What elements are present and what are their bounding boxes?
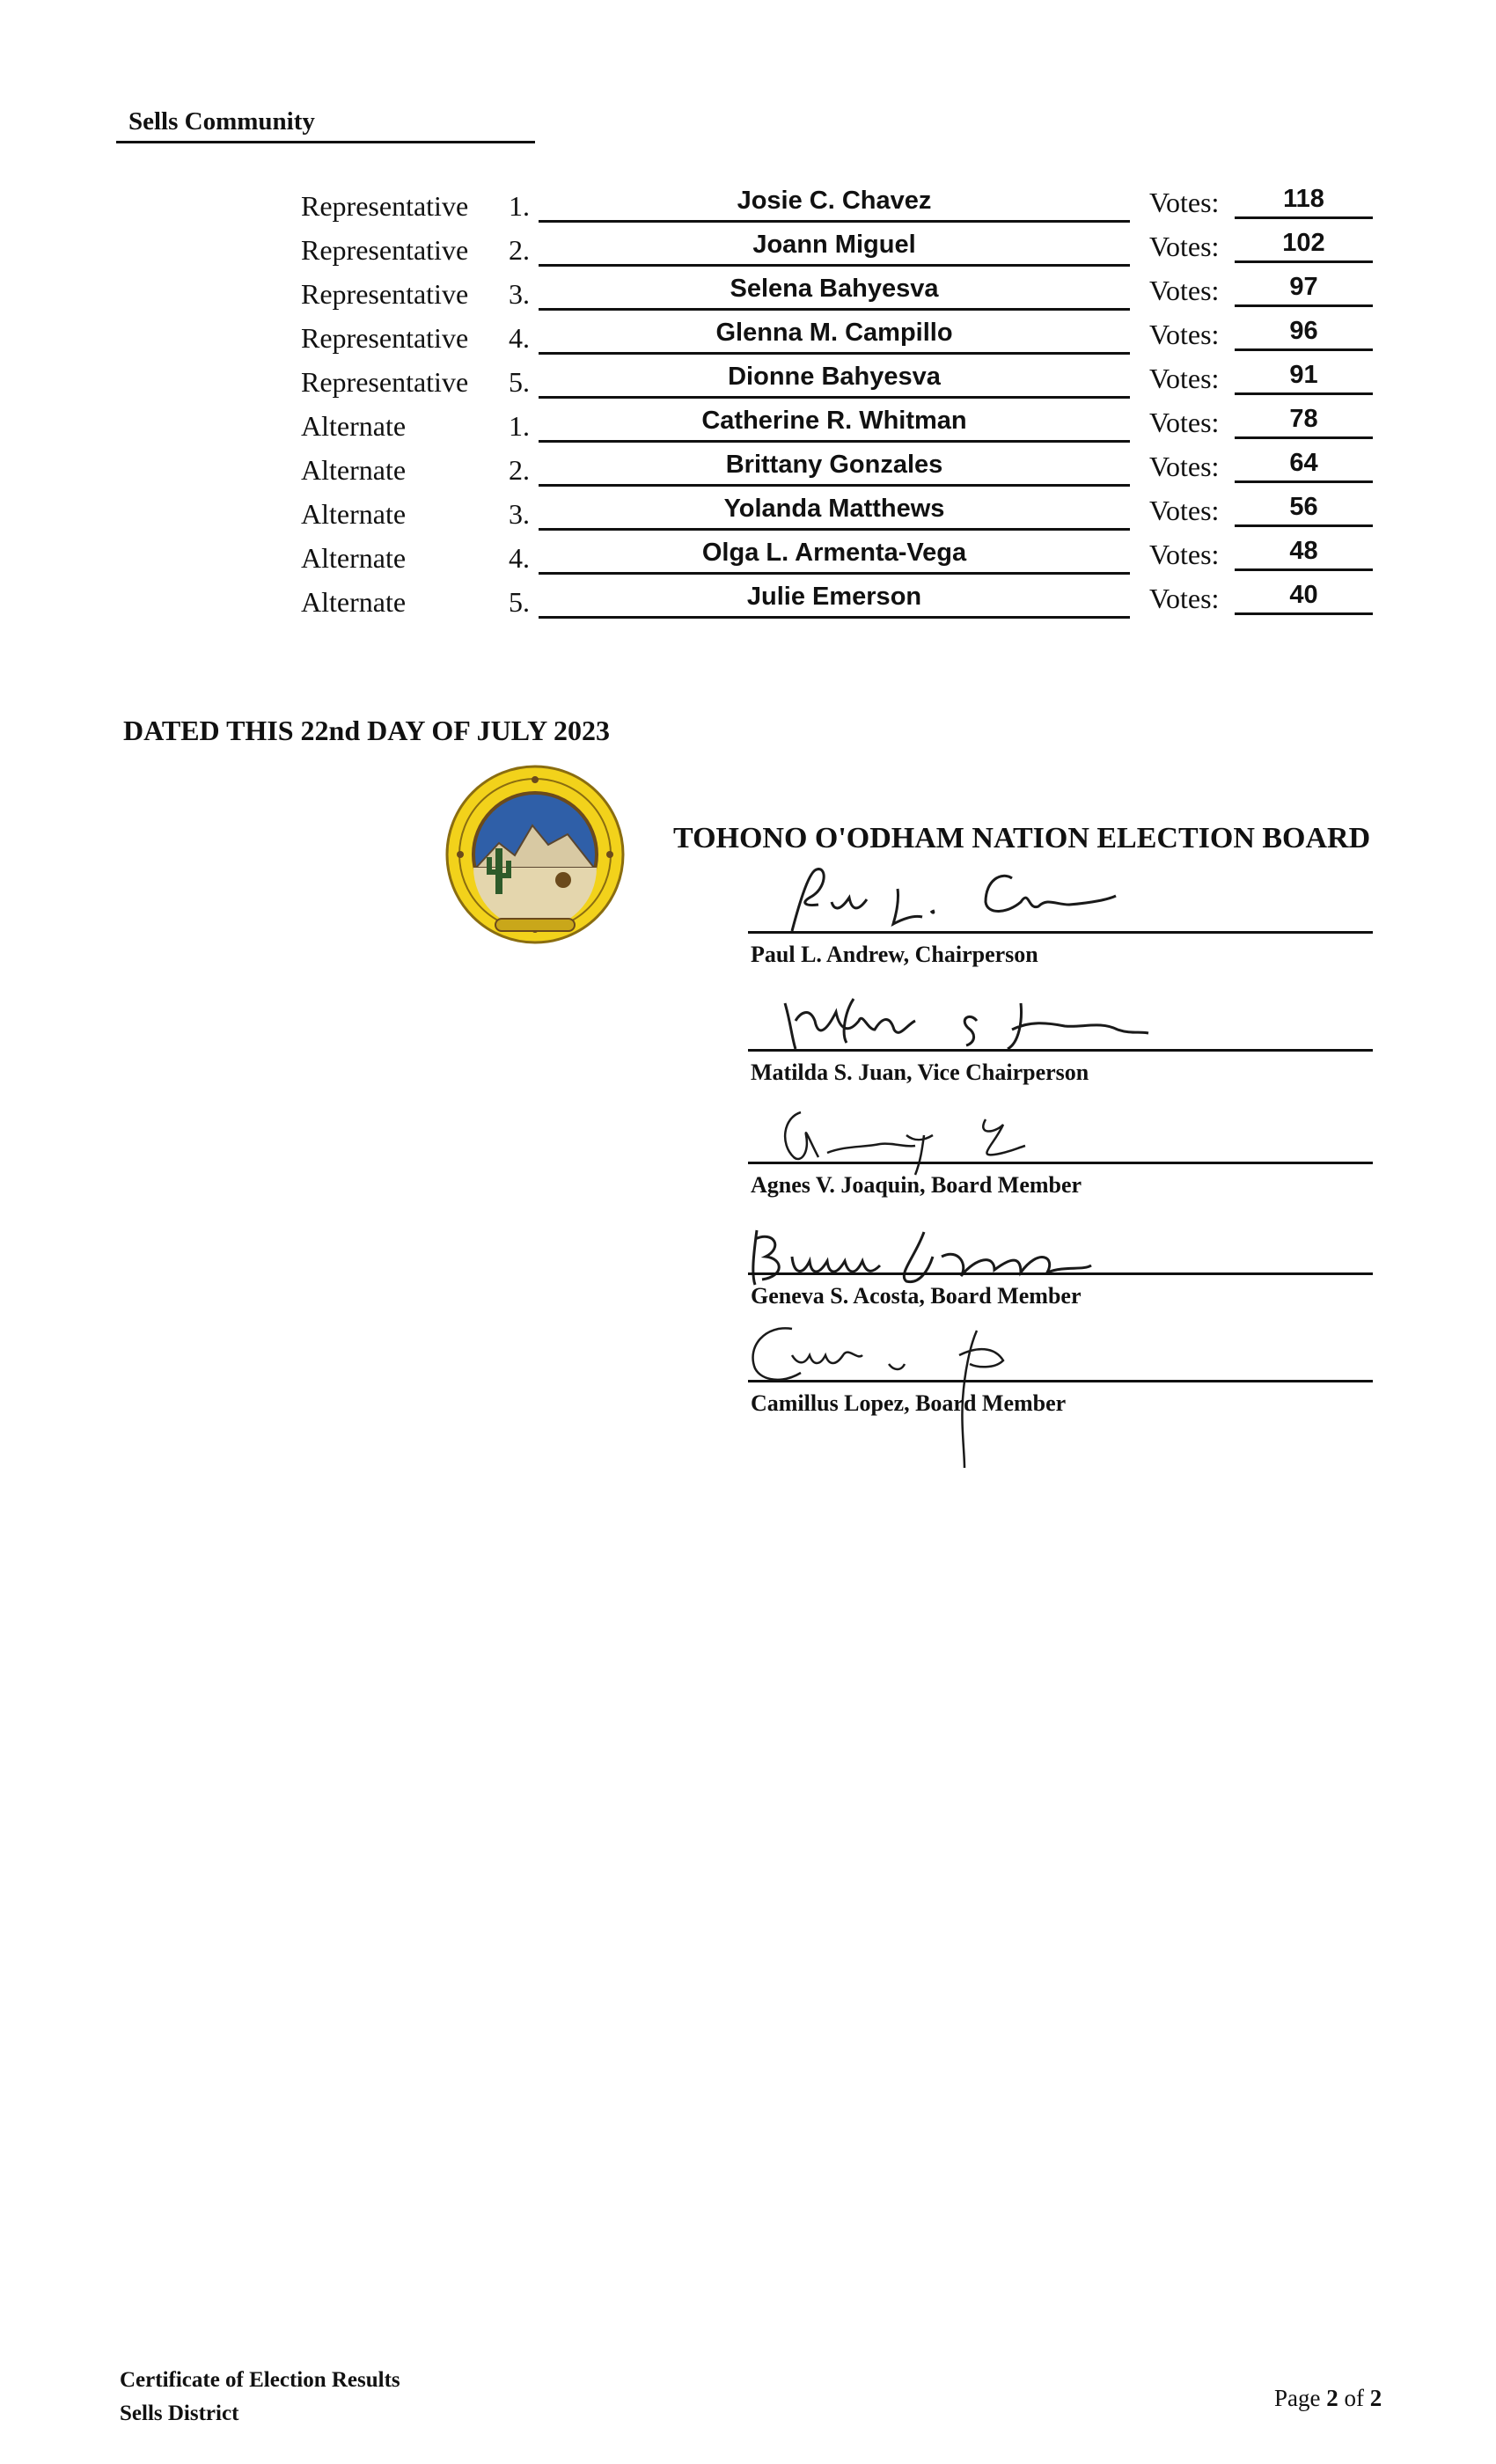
row-number: 3. [509, 278, 530, 310]
row-number: 3. [509, 498, 530, 530]
candidate-name-line [539, 401, 1130, 443]
section-heading-text: Sells Community [128, 107, 315, 136]
signatory-name: Camillus Lopez, Board Member [751, 1390, 1067, 1416]
candidate-name: Joann Miguel [752, 231, 916, 259]
signature-matilda-juan [783, 994, 1206, 1056]
candidate-name-line [539, 181, 1130, 223]
election-board-title: TOHONO O'ODHAM NATION ELECTION BOARD [673, 822, 1371, 854]
signature-geneva-acosta [730, 1221, 1153, 1292]
signature-line [748, 931, 1373, 934]
votes-value: 56 [1289, 493, 1318, 521]
votes-label: Votes: [1149, 495, 1220, 526]
votes-value: 40 [1289, 581, 1318, 609]
candidate-name-line [539, 489, 1130, 531]
votes-label: Votes: [1149, 275, 1220, 306]
votes-value: 78 [1289, 405, 1318, 433]
result-row [0, 181, 1496, 225]
candidate-name-line [539, 269, 1130, 311]
signatory-name: Matilda S. Juan, Vice Chairperson [751, 1060, 1089, 1085]
row-role: Representative [301, 366, 469, 398]
footer-document-info [120, 2364, 400, 2431]
row-number: 1. [509, 410, 530, 442]
row-number: 2. [509, 454, 530, 486]
signature-line [748, 1049, 1373, 1052]
signature-block [748, 1311, 1373, 1478]
signature-block [748, 1206, 1373, 1320]
votes-label: Votes: [1149, 407, 1220, 438]
candidate-name-line [539, 445, 1130, 487]
row-number: 4. [509, 542, 530, 574]
result-row [0, 357, 1496, 401]
votes-line [1235, 401, 1373, 439]
candidate-name: Dionne Bahyesva [728, 363, 941, 391]
candidate-name-line [539, 313, 1130, 355]
votes-label: Votes: [1149, 363, 1220, 394]
votes-line [1235, 445, 1373, 483]
candidate-name: Catherine R. Whitman [701, 407, 967, 435]
signatory-name: Paul L. Andrew, Chairperson [751, 942, 1038, 967]
row-role: Representative [301, 322, 469, 354]
result-row [0, 577, 1496, 621]
votes-line [1235, 181, 1373, 219]
page-current: 2 [1326, 2385, 1338, 2411]
row-number: 4. [509, 322, 530, 354]
signature-line [748, 1162, 1373, 1164]
result-row [0, 401, 1496, 445]
signature-line [748, 1272, 1373, 1275]
signatory-name: Geneva S. Acosta, Board Member [751, 1283, 1082, 1309]
row-number: 5. [509, 366, 530, 398]
votes-line [1235, 489, 1373, 527]
candidate-name-line [539, 357, 1130, 399]
votes-label: Votes: [1149, 187, 1220, 218]
page-of: of [1344, 2385, 1364, 2411]
row-role: Alternate [301, 586, 407, 618]
row-role: Representative [301, 278, 469, 310]
signature-agnes-joaquin [774, 1109, 1074, 1179]
result-row [0, 489, 1496, 533]
result-row [0, 313, 1496, 357]
votes-label: Votes: [1149, 319, 1220, 350]
candidate-name-line [539, 533, 1130, 575]
candidate-name: Josie C. Chavez [737, 187, 932, 215]
votes-value: 91 [1289, 361, 1318, 389]
row-role: Alternate [301, 410, 407, 442]
dated-statement: DATED THIS 22nd DAY OF JULY 2023 [123, 715, 611, 746]
votes-value: 118 [1283, 185, 1324, 213]
footer-district: Sells District [120, 2402, 239, 2425]
result-row [0, 445, 1496, 489]
votes-value: 96 [1289, 317, 1318, 345]
result-row [0, 225, 1496, 269]
row-role: Representative [301, 234, 469, 266]
votes-line [1235, 269, 1373, 307]
row-number: 1. [509, 190, 530, 222]
votes-line [1235, 313, 1373, 351]
signature-block [748, 977, 1373, 1091]
signature-paul-andrew [766, 862, 1135, 933]
votes-label: Votes: [1149, 231, 1220, 262]
page-prefix: Page [1274, 2385, 1321, 2411]
votes-label: Votes: [1149, 539, 1220, 570]
candidate-name-line [539, 225, 1130, 267]
candidate-name: Yolanda Matthews [723, 495, 945, 523]
result-row [0, 533, 1496, 577]
row-number: 2. [509, 234, 530, 266]
row-role: Alternate [301, 542, 407, 574]
votes-label: Votes: [1149, 451, 1220, 482]
signature-block [748, 862, 1373, 977]
votes-line [1235, 357, 1373, 395]
votes-line [1235, 577, 1373, 615]
results-list [0, 0, 1496, 634]
row-role: Alternate [301, 498, 407, 530]
candidate-name: Glenna M. Campillo [715, 319, 953, 347]
row-number: 5. [509, 586, 530, 618]
page-number [1274, 2385, 1382, 2412]
page-total: 2 [1369, 2385, 1382, 2411]
votes-value: 48 [1289, 537, 1318, 565]
footer-doc-title: Certificate of Election Results [120, 2368, 400, 2392]
candidate-name: Selena Bahyesva [730, 275, 939, 303]
votes-line [1235, 533, 1373, 571]
votes-value: 97 [1289, 273, 1318, 301]
signature-line [748, 1380, 1373, 1382]
candidate-name: Julie Emerson [746, 583, 922, 611]
candidate-name: Olga L. Armenta-Vega [701, 539, 967, 567]
row-role: Alternate [301, 454, 407, 486]
candidate-name: Brittany Gonzales [725, 451, 943, 479]
nation-seal-icon [444, 764, 626, 945]
votes-value: 102 [1282, 229, 1325, 257]
candidate-name-line [539, 577, 1130, 619]
row-role: Representative [301, 190, 469, 222]
votes-line [1235, 225, 1373, 263]
votes-value: 64 [1289, 449, 1318, 477]
votes-label: Votes: [1149, 583, 1220, 614]
signature-block [748, 1091, 1373, 1206]
result-row [0, 269, 1496, 313]
signatory-name: Agnes V. Joaquin, Board Member [751, 1172, 1082, 1198]
